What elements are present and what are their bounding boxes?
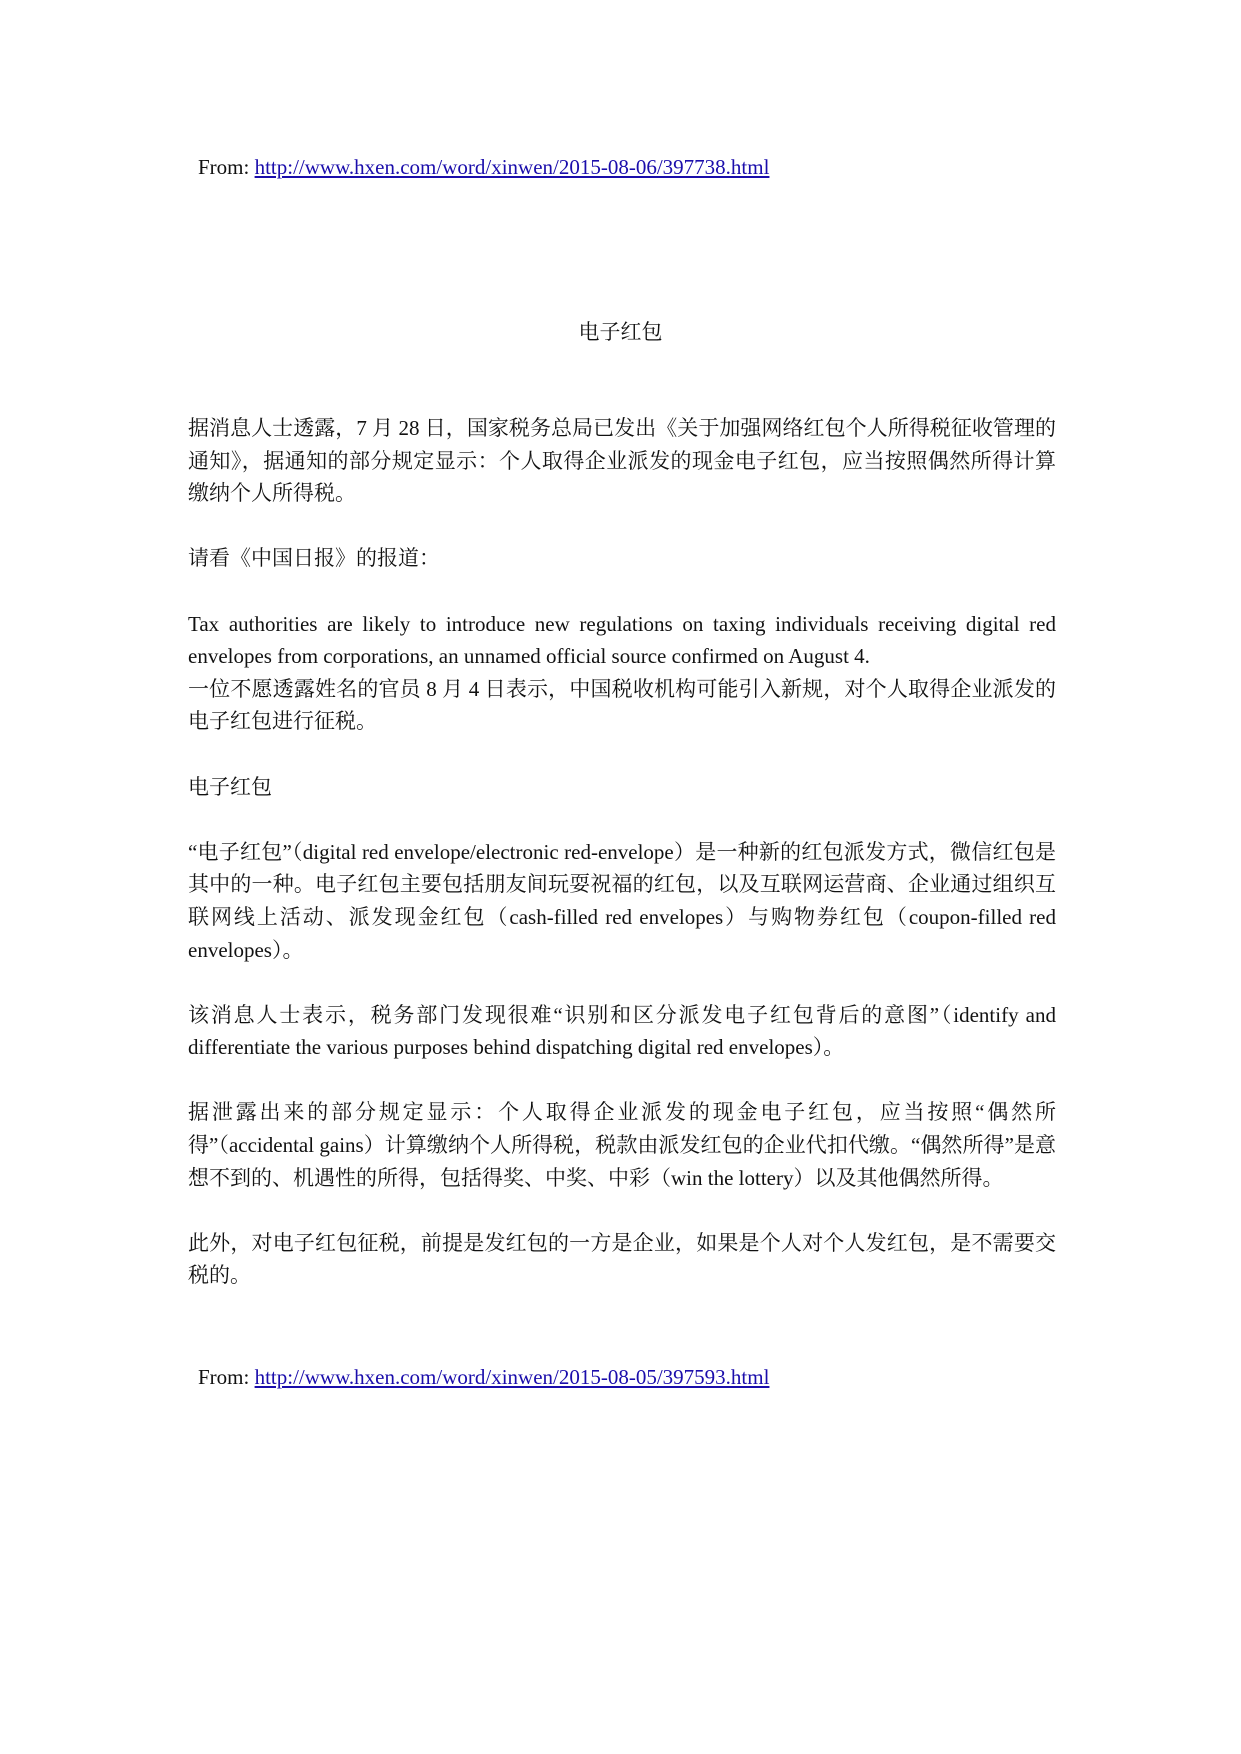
source-link-bottom[interactable]: http://www.hxen.com/word/xinwen/2015-08-05/397593.html: [254, 1365, 770, 1389]
paragraph-english-quote: Tax authorities are likely to introduce new regulations on taxing individuals receiving digital red envelopes from corporations, an unnamed official source confirmed on August 4.: [188, 611, 1056, 669]
paragraph-definition: “电子红包”（digital red envelope/electronic red-envelope）是一种新的红包派发方式，微信红包是其中的一种。电子红包主要包括朋友间玩耍祝福的红包，以及互联网运营商、企业通过组织互联网线上活动、派发现金红包（cash-filled red envelopes）与购物券红包（coupon-filled red envelopes）。: [188, 839, 1056, 962]
section-heading: 电子红包: [188, 774, 272, 799]
article-title: 电子红包: [578, 320, 663, 344]
source-line-bottom: [198, 1362, 769, 1392]
source-label: From:: [198, 155, 255, 179]
source-line-top: [198, 152, 769, 182]
paragraph-chinese-translation: 一位不愿透露姓名的官员 8 月 4 日表示，中国税收机构可能引入新规，对个人取得企业派发的电子红包进行征税。: [188, 676, 1056, 734]
source-label: From:: [198, 1365, 255, 1389]
paragraph-intro: 据消息人士透露，7 月 28 日，国家税务总局已发出《关于加强网络红包个人所得税征收管理的通知》，据通知的部分规定显示：个人取得企业派发的现金电子红包，应当按照偶然所得计算缴纳个人所得税。: [188, 416, 1056, 506]
paragraph-regulation: 据泄露出来的部分规定显示：个人取得企业派发的现金电子红包，应当按照“偶然所得”（accidental gains）计算缴纳个人所得税，税款由派发红包的企业代扣代缴。“偶然所得”是意想不到的、机遇性的所得，包括得奖、中奖、中彩（win the lottery）以及其他偶然所得。: [188, 1100, 1056, 1190]
paragraph-conclusion: 此外，对电子红包征税，前提是发红包的一方是企业，如果是个人对个人发红包，是不需要交税的。: [188, 1230, 1056, 1288]
source-link-top[interactable]: http://www.hxen.com/word/xinwen/2015-08-06/397738.html: [254, 155, 770, 179]
article-body: [188, 412, 1056, 1325]
paragraph-report-lead: 请看《中国日报》的报道：: [188, 546, 440, 571]
paragraph-difficulty: 该消息人士表示，税务部门发现很难“识别和区分派发电子红包背后的意图”（identify and differentiate the various purposes behind dispatching digital red envelopes）。: [188, 1002, 1056, 1060]
